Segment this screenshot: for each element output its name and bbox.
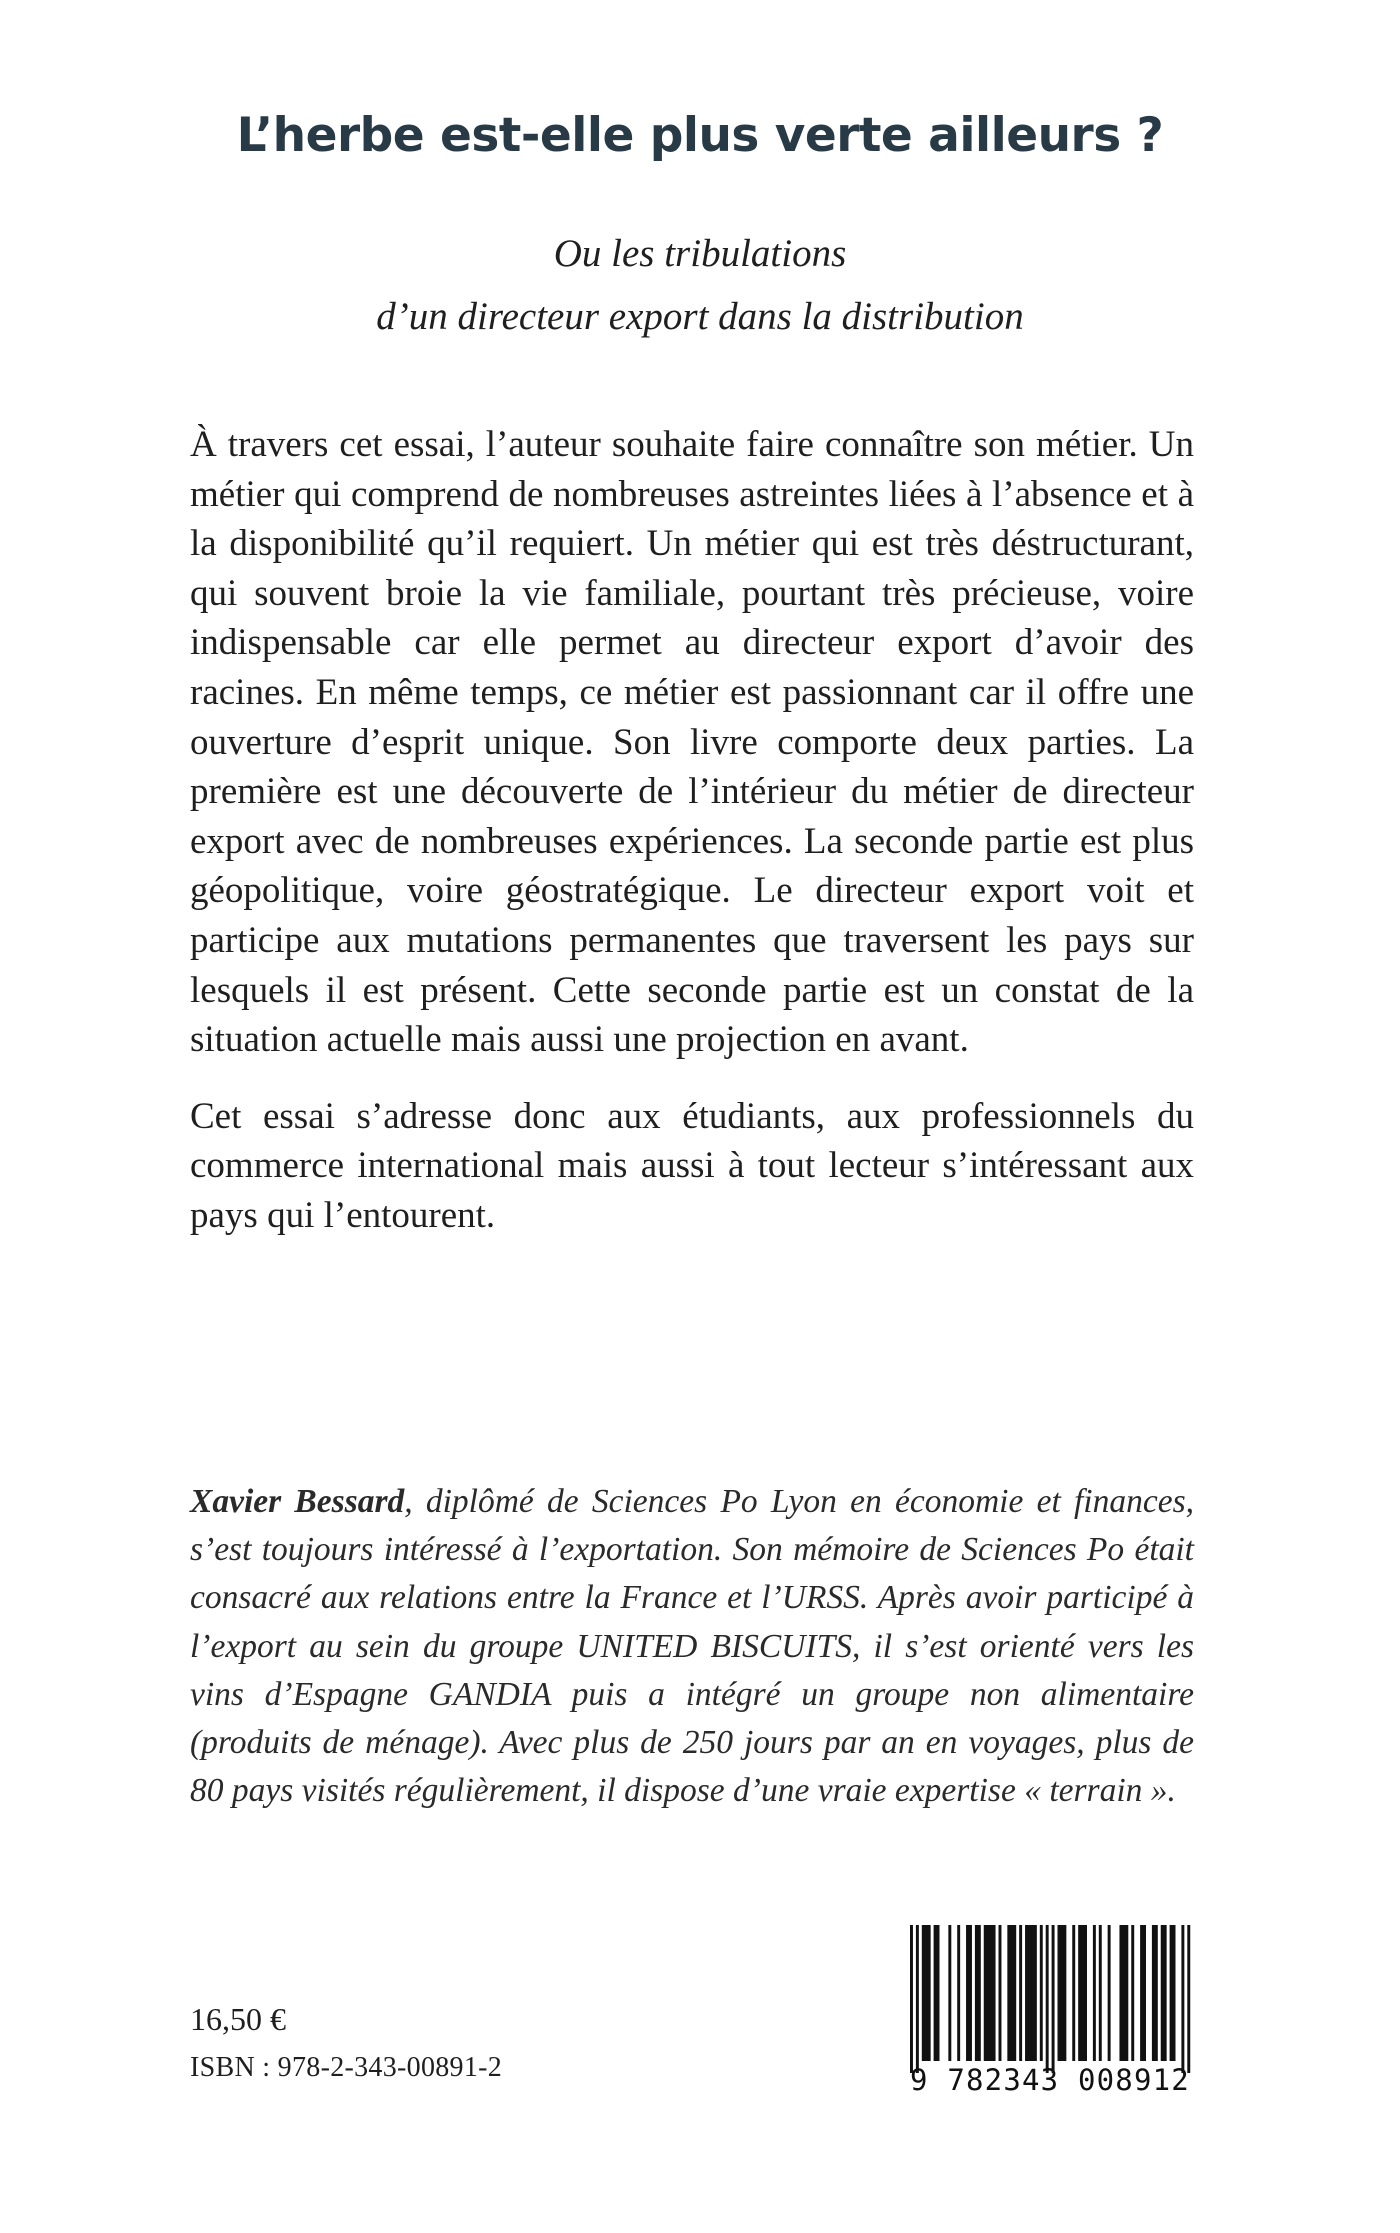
author-name: Xavier Bessard <box>190 1483 405 1520</box>
barcode-bar <box>984 1925 996 2061</box>
barcode-bar <box>1058 1925 1067 2061</box>
barcode-bar <box>1170 1925 1176 2061</box>
subtitle-line-2: d’un directeur export dans la distribution <box>376 295 1024 338</box>
subtitle-line-1: Ou les tribulations <box>553 232 847 275</box>
barcode-bar <box>1099 1925 1102 2061</box>
barcode-bar <box>1119 1925 1128 2061</box>
barcode-bar <box>922 1925 931 2061</box>
barcode-bar <box>916 1925 919 2073</box>
barcode-bar <box>1007 1925 1016 2061</box>
barcode-bar <box>1108 1925 1111 2061</box>
barcode-bar <box>1046 1925 1049 2073</box>
barcode-bar <box>1187 1925 1190 2073</box>
barcode-bar <box>1152 1925 1158 2061</box>
barcode-bar <box>966 1925 972 2061</box>
barcode-bar <box>934 1925 940 2061</box>
barcode-bar <box>975 1925 981 2061</box>
book-summary <box>190 420 1194 1241</box>
barcode-bar <box>1072 1925 1075 2061</box>
barcode-bar <box>948 1925 951 2061</box>
barcode-bar <box>1093 1925 1096 2061</box>
barcode-bar <box>1131 1925 1134 2061</box>
barcode-bar <box>1040 1925 1043 2061</box>
barcode-bar <box>1140 1925 1146 2061</box>
book-subtitle <box>0 222 1400 348</box>
summary-paragraph-2: Cet essai s’adresse donc aux étudiants, aux professionnels du commerce international mais aussi à tout lecteur s’intéressant aux pays qui l’entourent. <box>190 1095 1194 1236</box>
price: 16,50 € <box>190 2001 286 2037</box>
barcode <box>900 1917 1200 2103</box>
summary-paragraph-1: À travers cet essai, l’auteur souhaite faire connaître son métier. Un métier qui comprend de nombreuses astreintes liées à l’absence et à la disponibilité qu’il requiert. Un métier qui est très déstructurant, qui souvent broie la vie familiale, pourtant très précieuse, voire indispensable car elle permet au directeur export d’avoir des racines. En même temps, ce métier est passionnant car il offre une ouverture d’esprit unique. Son livre comporte deux parties. La première est une découverte de l’intérieur du métier de directeur export avec de nombreuses expériences. La seconde partie est plus géopolitique, voire géostratégique. Le directeur export voit et participe aux mutations permanentes que traversent les pays sur lesquels il est présent. Cette seconde partie est un constat de la situation actuelle mais aussi une projection en avant. <box>190 424 1194 1061</box>
barcode-bar <box>1052 1925 1055 2073</box>
author-bio-paragraph <box>190 1478 1194 1815</box>
barcode-bar <box>1019 1925 1022 2061</box>
barcode-digits: 9 782343 008912 <box>910 2063 1190 2097</box>
barcode-bar <box>910 1925 913 2073</box>
barcode-bar <box>999 1925 1002 2061</box>
author-bio-text: , diplômé de Sciences Po Lyon en économie et finances, s’est toujours intéressé à l’exportation. Son mémoire de Sciences Po était consacré aux relations entre la France et l’URSS. Après avoir participé à l’export au sein du groupe UNITED BISCUITS, il s’est orienté vers les vins d’Espagne GANDIA puis a intégré un groupe non alimentaire (produits de ménage). Avec plus de 250 jours par an en voyages, plus de 80 pays visités régulièrement, il dispose d’une vraie expertise « terrain ». <box>190 1483 1195 1810</box>
barcode-bar <box>1161 1925 1167 2061</box>
isbn: ISBN : 978-2-343-00891-2 <box>190 2052 503 2083</box>
book-title: L’herbe est-elle plus verte ailleurs ? <box>236 108 1164 163</box>
barcode-bar <box>1181 1925 1184 2073</box>
barcode-bar <box>1025 1925 1037 2061</box>
barcode-bar <box>1078 1925 1087 2061</box>
barcode-bar <box>957 1925 960 2061</box>
author-bio <box>190 1478 1194 1815</box>
